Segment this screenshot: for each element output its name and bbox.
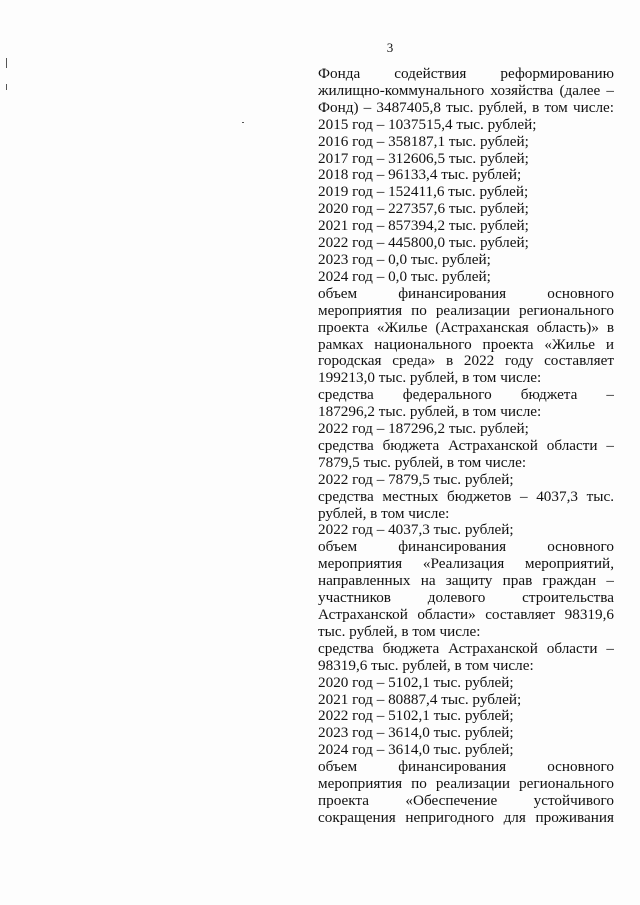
text-line: 2020 год – 5102,1 тыс. рублей; (318, 674, 514, 691)
text-line: тыс. рублей, в том числе: (318, 623, 481, 640)
text-line: проекта «Жилье (Астраханская область)» в (318, 319, 614, 336)
text-line: мероприятия «Реализация мероприятий, (318, 556, 614, 573)
text-line: 98319,6 тыс. рублей, в том числе: (318, 657, 534, 674)
text-line: сокращения непригодного для проживания (318, 809, 614, 826)
text-line: средства бюджета Астраханской области – (318, 437, 614, 454)
text-line: 2019 год – 152411,6 тыс. рублей; (318, 184, 529, 201)
text-line: 2018 год – 96133,4 тыс. рублей; (318, 167, 522, 184)
text-line: 2016 год – 358187,1 тыс. рублей; (318, 133, 529, 150)
margin-mark (242, 122, 244, 123)
text-line: 187296,2 тыс. рублей, в том числе: (318, 404, 542, 421)
text-line: участников долевого строительства (318, 590, 614, 607)
text-line: объем финансирования основного (318, 539, 614, 556)
text-line: 2022 год – 187296,2 тыс. рублей; (318, 421, 529, 438)
text-line: 2015 год – 1037515,4 тыс. рублей; (318, 116, 537, 133)
margin-mark (6, 84, 7, 90)
text-line: жилищно-коммунального хозяйства (далее – (318, 82, 614, 99)
text-line: рублей, в том числе: (318, 505, 450, 522)
text-line: 2023 год – 0,0 тыс. рублей; (318, 251, 491, 268)
text-line: объем финансирования основного (318, 759, 614, 776)
text-line: городская среда» в 2022 году составляет (318, 353, 614, 370)
text-line: Фонда содействия реформированию (318, 66, 614, 82)
margin-mark (6, 58, 7, 68)
text-line: направленных на защиту прав граждан – (318, 573, 614, 590)
text-line: 2022 год – 5102,1 тыс. рублей; (318, 708, 514, 725)
text-line: 2020 год – 227357,6 тыс. рублей; (318, 201, 529, 218)
text-line: объем финансирования основного (318, 285, 614, 302)
text-line: рамках национального проекта «Жилье и (318, 336, 614, 353)
text-line: средства федерального бюджета – (318, 387, 614, 404)
text-line: мероприятия по реализации регионального (318, 302, 614, 319)
text-line: проекта «Обеспечение устойчивого (318, 792, 614, 809)
text-line: 2017 год – 312606,5 тыс. рублей; (318, 150, 529, 167)
text-line: 2022 год – 4037,3 тыс. рублей; (318, 522, 514, 539)
body-text (318, 66, 614, 827)
text-line: 199213,0 тыс. рублей, в том числе: (318, 370, 542, 387)
text-line: 2021 год – 80887,4 тыс. рублей; (318, 691, 522, 708)
page-number: 3 (386, 40, 394, 55)
text-line: мероприятия по реализации регионального (318, 776, 614, 793)
text-line: 2023 год – 3614,0 тыс. рублей; (318, 725, 514, 742)
text-line: Астраханской области» составляет 98319,6 (318, 607, 614, 623)
text-line: 2024 год – 0,0 тыс. рублей; (318, 268, 491, 285)
text-line: 2022 год – 7879,5 тыс. рублей; (318, 471, 514, 488)
text-line: 7879,5 тыс. рублей, в том числе: (318, 454, 527, 471)
text-line: 2021 год – 857394,2 тыс. рублей; (318, 218, 529, 235)
text-line: средства бюджета Астраханской области – (318, 640, 614, 657)
text-line: 2022 год – 445800,0 тыс. рублей; (318, 235, 529, 252)
text-line: средства местных бюджетов – 4037,3 тыс. (318, 488, 614, 505)
text-line: 2024 год – 3614,0 тыс. рублей; (318, 742, 514, 759)
text-line: Фонд) – 3487405,8 тыс. рублей, в том числе: (318, 99, 614, 116)
